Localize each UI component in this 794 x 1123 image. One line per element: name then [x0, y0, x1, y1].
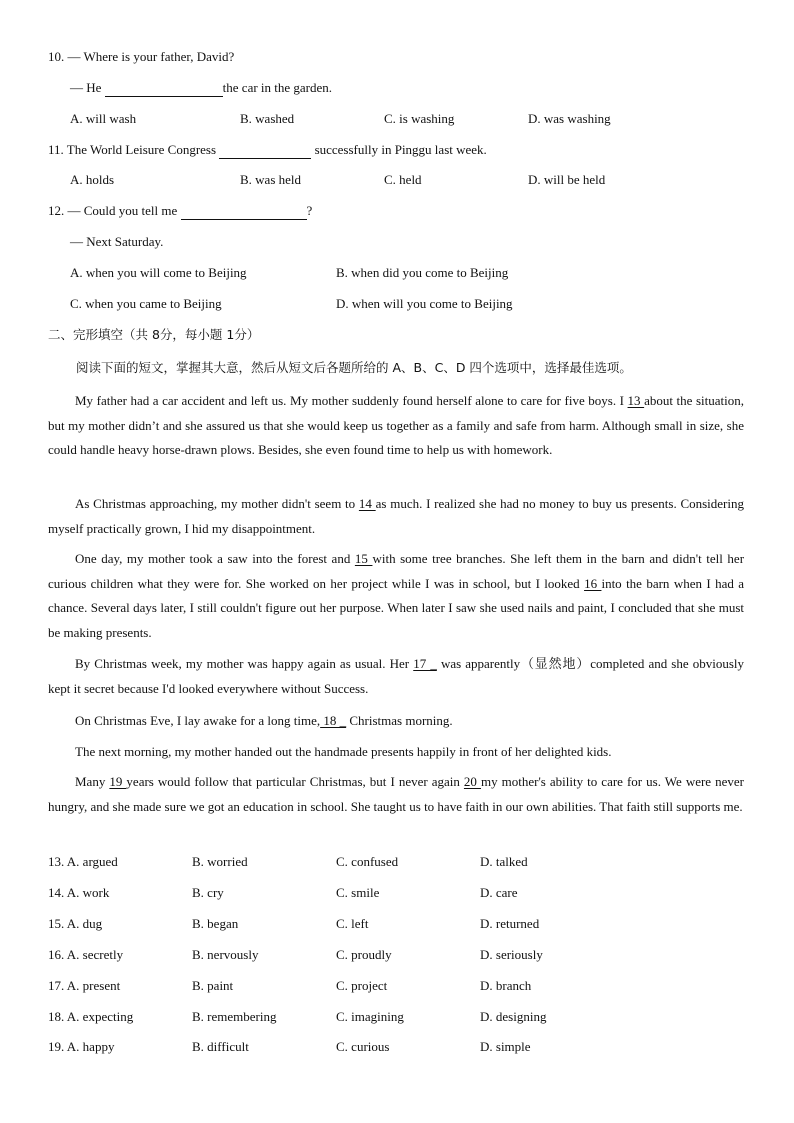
p7-text-a: Many	[75, 774, 110, 789]
blank-20: 20	[463, 774, 481, 789]
q19-option-d: D. simple	[480, 1039, 531, 1054]
p5-text-b: Christmas morning.	[346, 713, 453, 728]
q13-option-b: B. worried	[192, 854, 248, 869]
p3-text-a: One day, my mother took a saw into the forest and	[75, 551, 355, 566]
q12-option-d: D. when will you come to Beijing	[336, 296, 513, 311]
q14-option-c: C. smile	[336, 885, 380, 900]
p3-text-c: into the barn when I had a chance. Several days later, I still couldn't figure out her purpose. When later I saw she used nails and paint, I concluded that she must be making presents.	[48, 575, 745, 640]
q18-option-c: C. imagining	[336, 1009, 404, 1024]
q11-stem	[48, 141, 748, 159]
q13-option-d: D. talked	[480, 854, 528, 869]
q10-answer-line	[70, 79, 770, 97]
q16-option-c: C. proudly	[336, 947, 392, 962]
q11-option-d: D. will be held	[528, 172, 606, 187]
p7-text-b: years would follow that particular Christmas, but I never again	[126, 774, 464, 789]
q15-option-d: D. returned	[480, 916, 540, 931]
q18-option-d: D. designing	[480, 1009, 547, 1024]
q12-blank	[181, 205, 307, 220]
q11-stem-prefix: 11. The World Leisure Congress	[48, 142, 220, 157]
blank-13: 13	[627, 393, 645, 408]
blank-15: 15	[354, 551, 373, 566]
passage-paragraph-7	[48, 770, 744, 819]
q10-answer-prefix: — He	[70, 80, 105, 95]
blank-14: 14	[358, 496, 376, 511]
p4-text-a: By Christmas week, my mother was happy again as usual. Her	[75, 656, 414, 671]
q16-option-d: D. seriously	[480, 947, 543, 962]
q17-option-d: D. branch	[480, 978, 532, 993]
q11-blank	[219, 144, 311, 159]
p5-text-a: On Christmas Eve, I lay awake for a long time,	[75, 713, 321, 728]
p1-text-a: My father had a car accident and left us. My mother suddenly found herself alone to care for five boys. I	[75, 393, 628, 408]
passage-paragraph-2	[48, 492, 744, 541]
section-instruction: 阅读下面的短文，掌握其大意，然后从短文后各题所给的 A、B、C、D 四个选项中，选择最佳选项。	[76, 360, 632, 375]
q11-option-a: A. holds	[70, 172, 115, 187]
q17-option-c: C. project	[336, 978, 388, 993]
q12-answer: — Next Saturday.	[70, 234, 164, 249]
passage-paragraph-4	[48, 652, 744, 701]
passage-paragraph-1	[48, 389, 744, 463]
q17-option-b: B. paint	[192, 978, 234, 993]
blank-17: 17 _	[413, 656, 437, 671]
q14-option-b: B. cry	[192, 885, 224, 900]
q18-option-a: 18. A. expecting	[48, 1009, 134, 1024]
q12-stem	[48, 202, 748, 220]
q12-option-b: B. when did you come to Beijing	[336, 265, 509, 280]
blank-16: 16	[584, 575, 602, 591]
q12-option-c: C. when you came to Beijing	[70, 296, 222, 311]
q19-option-b: B. difficult	[192, 1039, 249, 1054]
passage-paragraph-6: The next morning, my mother handed out the handmade presents happily in front of her delighted kids.	[75, 744, 612, 759]
q16-option-b: B. nervously	[192, 947, 259, 962]
q12-stem-prefix: 12. — Could you tell me	[48, 203, 181, 218]
q10-option-b: B. washed	[240, 111, 295, 126]
section-heading: 二、完形填空（共 8分，每小题 1分）	[48, 327, 260, 342]
q13-option-a: 13. A. argued	[48, 854, 118, 869]
q16-option-a: 16. A. secretly	[48, 947, 124, 962]
q11-option-b: B. was held	[240, 172, 302, 187]
p3-text-b: with some tree branches. She left them in the barn and didn't tell her curious children what they were for. She worked on her project while I was in school, but I looked	[48, 551, 745, 591]
q10-option-a: A. will wash	[70, 111, 137, 126]
passage-paragraph-3	[48, 547, 744, 645]
q12-stem-suffix: ?	[306, 203, 313, 218]
q15-option-b: B. began	[192, 916, 239, 931]
q15-option-a: 15. A. dug	[48, 916, 103, 931]
p1-text-b: about the situation, but my mother didn’t and she assured us that she would keep us together as a family and safe from harm. Although small in size, she could handle heavy horse-drawn plows. Besides, she even found time to help us with homework.	[48, 393, 745, 457]
q19-option-a: 19. A. happy	[48, 1039, 115, 1054]
p7-text-c: my mother's ability to care for us. We were never hungry, and she made sure we got an education in school. She taught us to have faith in our own abilities. That faith still supports me.	[48, 774, 744, 814]
q10-stem: 10. — Where is your father, David?	[48, 49, 235, 64]
q10-blank	[105, 82, 223, 97]
q13-option-c: C. confused	[336, 854, 399, 869]
q14-option-a: 14. A. work	[48, 885, 110, 900]
p4-text-b: was apparently（显然地）completed and she obviously kept it secret because I'd looked everywhere without Success.	[48, 656, 745, 696]
q12-option-a: A. when you will come to Beijing	[70, 265, 247, 280]
p2-text-b: as much. I realized she had no money to buy us presents. Considering myself practically grown, I hid my disappointment.	[48, 496, 744, 536]
q14-option-d: D. care	[480, 885, 518, 900]
passage-paragraph-5	[48, 709, 744, 734]
q10-option-c: C. is washing	[384, 111, 455, 126]
q11-option-c: C. held	[384, 172, 422, 187]
q10-option-d: D. was washing	[528, 111, 611, 126]
p2-text-a: As Christmas approaching, my mother didn't seem to	[75, 496, 359, 511]
q10-answer-suffix: the car in the garden.	[222, 80, 333, 95]
blank-19: 19	[109, 774, 127, 789]
blank-18: 18 _	[320, 713, 347, 728]
q11-stem-suffix: successfully in Pinggu last week.	[311, 142, 487, 157]
q18-option-b: B. remembering	[192, 1009, 277, 1024]
q17-option-a: 17. A. present	[48, 978, 121, 993]
q19-option-c: C. curious	[336, 1039, 390, 1054]
q15-option-c: C. left	[336, 916, 369, 931]
